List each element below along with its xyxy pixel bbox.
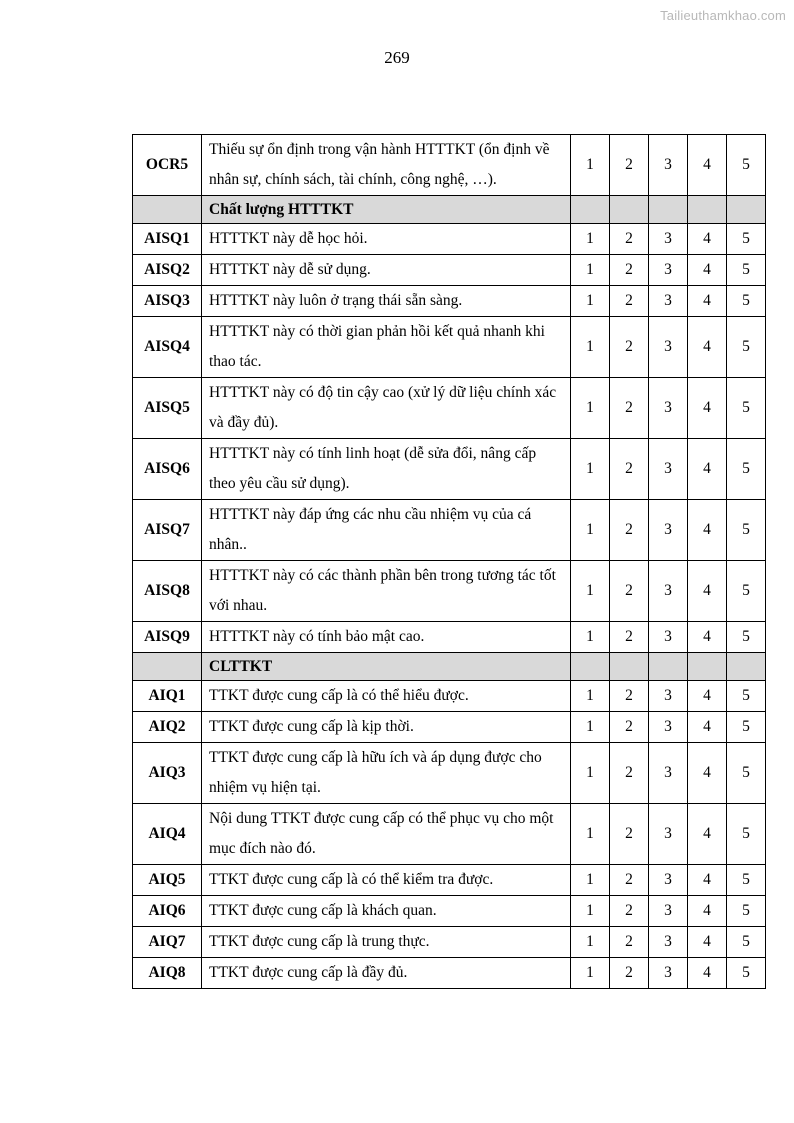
scale-option-2[interactable]: 2 [610, 622, 649, 653]
table-row [133, 927, 766, 958]
scale-option-3[interactable]: 3 [649, 378, 688, 439]
scale-option-1[interactable]: 1 [571, 224, 610, 255]
item-code: AIQ8 [133, 958, 202, 989]
scale-option-2[interactable]: 2 [610, 743, 649, 804]
table-row [133, 378, 766, 439]
scale-option-5[interactable]: 5 [727, 896, 766, 927]
scale-option-3[interactable]: 3 [649, 896, 688, 927]
section-header-row [133, 653, 766, 681]
item-code: AISQ7 [133, 500, 202, 561]
item-code: OCR5 [133, 135, 202, 196]
scale-option-2[interactable]: 2 [610, 439, 649, 500]
section-score-cell [649, 196, 688, 224]
scale-option-2[interactable]: 2 [610, 224, 649, 255]
table-row [133, 500, 766, 561]
scale-option-5[interactable]: 5 [727, 378, 766, 439]
table-row [133, 712, 766, 743]
scale-option-1[interactable]: 1 [571, 927, 610, 958]
scale-option-1[interactable]: 1 [571, 378, 610, 439]
scale-option-4[interactable]: 4 [688, 622, 727, 653]
section-score-cell [571, 196, 610, 224]
table-row [133, 743, 766, 804]
item-code: AISQ2 [133, 255, 202, 286]
item-statement: HTTTKT này đáp ứng các nhu cầu nhiệm vụ của cá nhân.. [202, 500, 571, 561]
scale-option-1[interactable]: 1 [571, 135, 610, 196]
item-statement: HTTTKT này có các thành phần bên trong tương tác tốt với nhau. [202, 561, 571, 622]
scale-option-3[interactable]: 3 [649, 317, 688, 378]
section-score-cell [727, 653, 766, 681]
scale-option-3[interactable]: 3 [649, 622, 688, 653]
table-row [133, 622, 766, 653]
item-statement: Nội dung TTKT được cung cấp có thể phục vụ cho một mục đích nào đó. [202, 804, 571, 865]
scale-option-1[interactable]: 1 [571, 865, 610, 896]
scale-option-2[interactable]: 2 [610, 255, 649, 286]
scale-option-5[interactable]: 5 [727, 317, 766, 378]
scale-option-3[interactable]: 3 [649, 743, 688, 804]
scale-option-3[interactable]: 3 [649, 681, 688, 712]
section-title: CLTTKT [202, 653, 571, 681]
item-statement: HTTTKT này dễ sử dụng. [202, 255, 571, 286]
scale-option-4[interactable]: 4 [688, 317, 727, 378]
item-statement: TTKT được cung cấp là có thể kiểm tra được. [202, 865, 571, 896]
scale-option-4[interactable]: 4 [688, 804, 727, 865]
scale-option-4[interactable]: 4 [688, 135, 727, 196]
item-code: AIQ3 [133, 743, 202, 804]
scale-option-2[interactable]: 2 [610, 804, 649, 865]
scale-option-1[interactable]: 1 [571, 286, 610, 317]
scale-option-3[interactable]: 3 [649, 500, 688, 561]
scale-option-5[interactable]: 5 [727, 286, 766, 317]
item-code: AISQ9 [133, 622, 202, 653]
scale-option-5[interactable]: 5 [727, 865, 766, 896]
scale-option-5[interactable]: 5 [727, 712, 766, 743]
scale-option-3[interactable]: 3 [649, 255, 688, 286]
survey-table-body [133, 135, 766, 989]
scale-option-3[interactable]: 3 [649, 958, 688, 989]
watermark: Tailieuthamkhao.com [660, 8, 786, 23]
table-row [133, 286, 766, 317]
scale-option-3[interactable]: 3 [649, 927, 688, 958]
section-score-cell [610, 653, 649, 681]
scale-option-3[interactable]: 3 [649, 439, 688, 500]
item-statement: TTKT được cung cấp là đầy đủ. [202, 958, 571, 989]
page-number: 269 [384, 48, 410, 67]
section-score-cell [571, 653, 610, 681]
item-statement: HTTTKT này có thời gian phản hồi kết quả nhanh khi thao tác. [202, 317, 571, 378]
scale-option-5[interactable]: 5 [727, 804, 766, 865]
item-code: AIQ6 [133, 896, 202, 927]
table-row [133, 896, 766, 927]
section-score-cell [727, 196, 766, 224]
scale-option-2[interactable]: 2 [610, 286, 649, 317]
scale-option-3[interactable]: 3 [649, 286, 688, 317]
table-row [133, 804, 766, 865]
scale-option-4[interactable]: 4 [688, 865, 727, 896]
scale-option-5[interactable]: 5 [727, 255, 766, 286]
scale-option-5[interactable]: 5 [727, 561, 766, 622]
scale-option-4[interactable]: 4 [688, 561, 727, 622]
table-row [133, 317, 766, 378]
scale-option-5[interactable]: 5 [727, 135, 766, 196]
table-row [133, 439, 766, 500]
scale-option-5[interactable]: 5 [727, 500, 766, 561]
scale-option-5[interactable]: 5 [727, 439, 766, 500]
scale-option-4[interactable]: 4 [688, 743, 727, 804]
scale-option-1[interactable]: 1 [571, 622, 610, 653]
scale-option-4[interactable]: 4 [688, 255, 727, 286]
scale-option-3[interactable]: 3 [649, 804, 688, 865]
scale-option-1[interactable]: 1 [571, 743, 610, 804]
section-score-cell [688, 653, 727, 681]
scale-option-2[interactable]: 2 [610, 712, 649, 743]
scale-option-2[interactable]: 2 [610, 135, 649, 196]
table-row [133, 865, 766, 896]
scale-option-3[interactable]: 3 [649, 224, 688, 255]
scale-option-1[interactable]: 1 [571, 439, 610, 500]
scale-option-1[interactable]: 1 [571, 896, 610, 927]
scale-option-4[interactable]: 4 [688, 958, 727, 989]
item-statement: HTTTKT này dễ học hỏi. [202, 224, 571, 255]
item-code: AISQ6 [133, 439, 202, 500]
item-code: AIQ5 [133, 865, 202, 896]
scale-option-5[interactable]: 5 [727, 743, 766, 804]
scale-option-5[interactable]: 5 [727, 927, 766, 958]
scale-option-5[interactable]: 5 [727, 224, 766, 255]
scale-option-4[interactable]: 4 [688, 439, 727, 500]
scale-option-4[interactable]: 4 [688, 286, 727, 317]
section-header-row [133, 196, 766, 224]
section-title: Chất lượng HTTTKT [202, 196, 571, 224]
table-row [133, 958, 766, 989]
scale-option-5[interactable]: 5 [727, 622, 766, 653]
scale-option-3[interactable]: 3 [649, 712, 688, 743]
item-statement: TTKT được cung cấp là kịp thời. [202, 712, 571, 743]
scale-option-4[interactable]: 4 [688, 896, 727, 927]
scale-option-4[interactable]: 4 [688, 224, 727, 255]
scale-option-4[interactable]: 4 [688, 681, 727, 712]
item-statement: HTTTKT này có độ tin cậy cao (xử lý dữ liệu chính xác và đầy đủ). [202, 378, 571, 439]
scale-option-2[interactable]: 2 [610, 378, 649, 439]
survey-table [132, 134, 766, 989]
scale-option-5[interactable]: 5 [727, 958, 766, 989]
scale-option-2[interactable]: 2 [610, 896, 649, 927]
item-code: AIQ2 [133, 712, 202, 743]
table-row [133, 224, 766, 255]
scale-option-4[interactable]: 4 [688, 712, 727, 743]
scale-option-3[interactable]: 3 [649, 135, 688, 196]
item-statement: HTTTKT này có tính bảo mật cao. [202, 622, 571, 653]
item-code: AISQ5 [133, 378, 202, 439]
section-score-cell [610, 196, 649, 224]
item-code: AIQ1 [133, 681, 202, 712]
item-code: AISQ1 [133, 224, 202, 255]
scale-option-1[interactable]: 1 [571, 712, 610, 743]
item-statement: HTTTKT này có tính linh hoạt (dễ sửa đổi, nâng cấp theo yêu cầu sử dụng). [202, 439, 571, 500]
item-code: AISQ8 [133, 561, 202, 622]
section-score-cell [649, 653, 688, 681]
scale-option-1[interactable]: 1 [571, 804, 610, 865]
scale-option-2[interactable]: 2 [610, 681, 649, 712]
scale-option-1[interactable]: 1 [571, 958, 610, 989]
section-code-cell [133, 653, 202, 681]
table-row [133, 561, 766, 622]
table-row [133, 135, 766, 196]
section-score-cell [688, 196, 727, 224]
scale-option-3[interactable]: 3 [649, 561, 688, 622]
item-statement: Thiếu sự ổn định trong vận hành HTTTKT (ổn định về nhân sự, chính sách, tài chính, công nghệ, …). [202, 135, 571, 196]
scale-option-2[interactable]: 2 [610, 317, 649, 378]
scale-option-1[interactable]: 1 [571, 561, 610, 622]
item-code: AIQ4 [133, 804, 202, 865]
scale-option-4[interactable]: 4 [688, 927, 727, 958]
scale-option-2[interactable]: 2 [610, 500, 649, 561]
item-code: AISQ4 [133, 317, 202, 378]
item-code: AISQ3 [133, 286, 202, 317]
scale-option-2[interactable]: 2 [610, 865, 649, 896]
scale-option-5[interactable]: 5 [727, 681, 766, 712]
item-statement: HTTTKT này luôn ở trạng thái sẵn sàng. [202, 286, 571, 317]
item-statement: TTKT được cung cấp là khách quan. [202, 896, 571, 927]
item-code: AIQ7 [133, 927, 202, 958]
scale-option-4[interactable]: 4 [688, 500, 727, 561]
scale-option-1[interactable]: 1 [571, 500, 610, 561]
item-statement: TTKT được cung cấp là hữu ích và áp dụng được cho nhiệm vụ hiện tại. [202, 743, 571, 804]
table-row [133, 681, 766, 712]
scale-option-2[interactable]: 2 [610, 561, 649, 622]
scale-option-2[interactable]: 2 [610, 927, 649, 958]
scale-option-1[interactable]: 1 [571, 317, 610, 378]
scale-option-3[interactable]: 3 [649, 865, 688, 896]
item-statement: TTKT được cung cấp là trung thực. [202, 927, 571, 958]
item-statement: TTKT được cung cấp là có thể hiểu được. [202, 681, 571, 712]
scale-option-1[interactable]: 1 [571, 255, 610, 286]
section-code-cell [133, 196, 202, 224]
scale-option-1[interactable]: 1 [571, 681, 610, 712]
table-row [133, 255, 766, 286]
scale-option-2[interactable]: 2 [610, 958, 649, 989]
scale-option-4[interactable]: 4 [688, 378, 727, 439]
